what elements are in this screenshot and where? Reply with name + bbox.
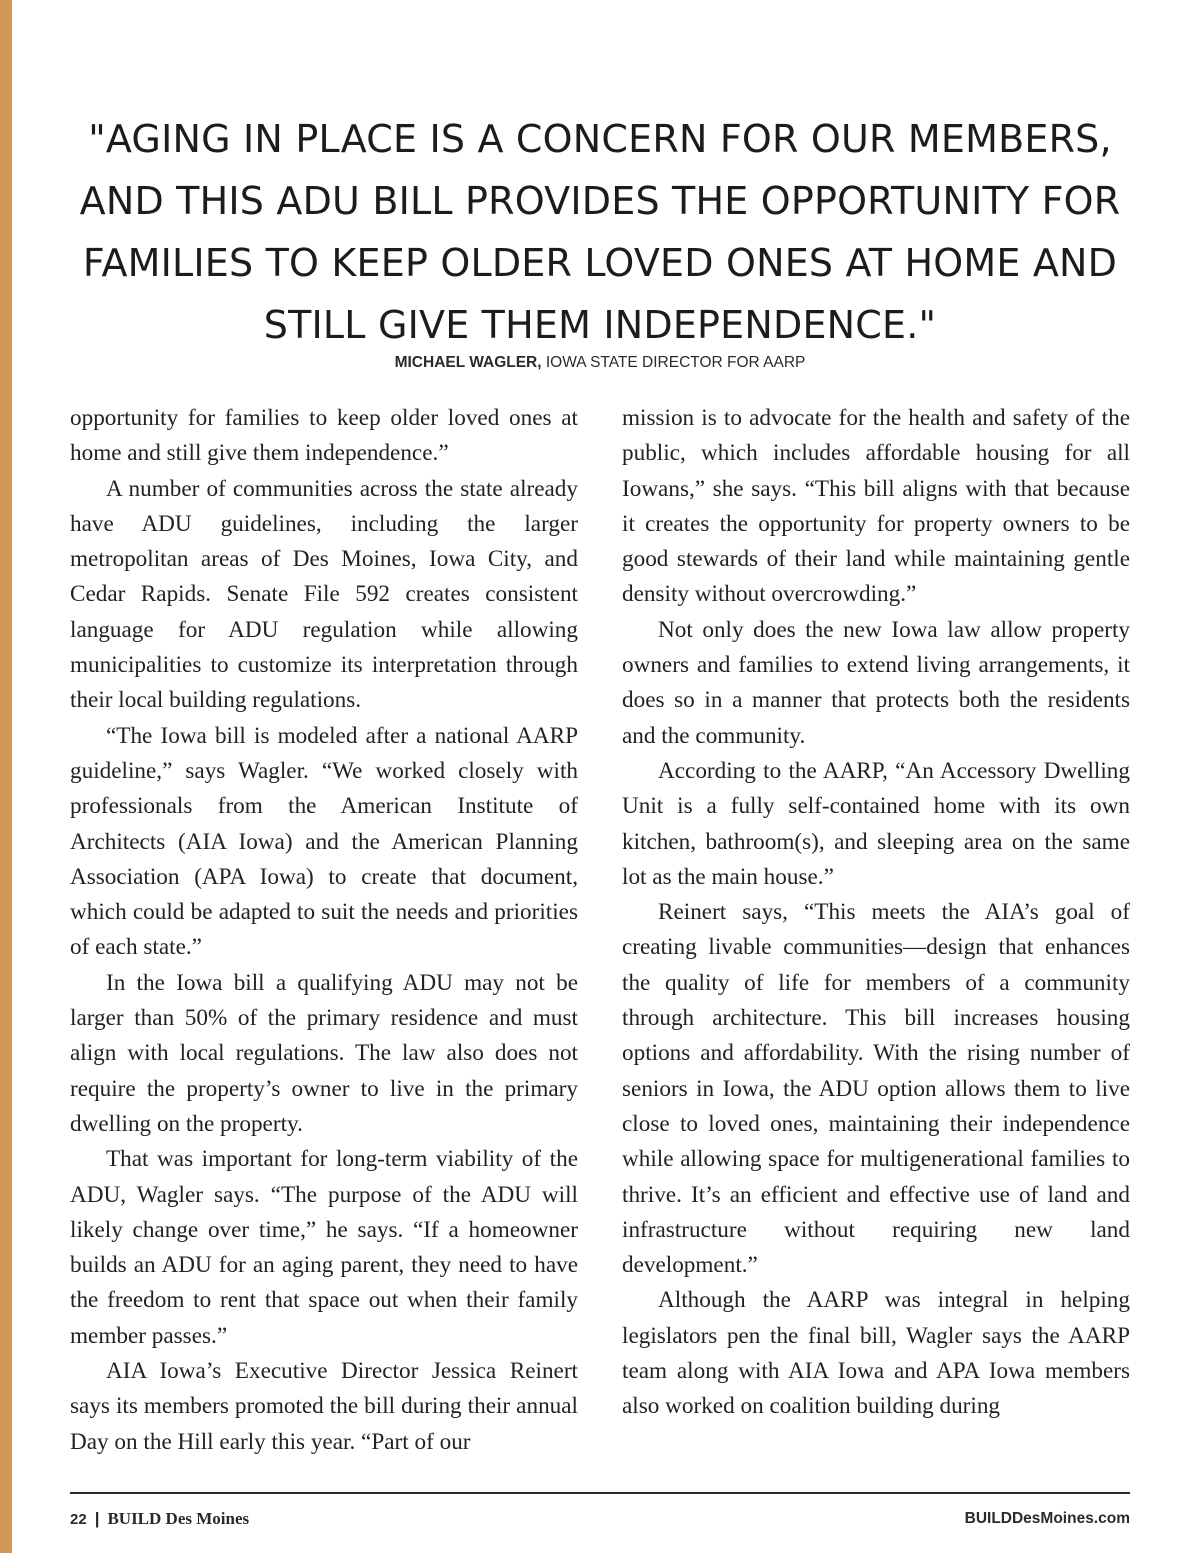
page-edge-accent-bar (0, 0, 12, 1553)
paragraph: Although the AARP was integral in helping legislators pen the final bill, Wagler says the AARP team along with AIA Iowa and APA Iowa members also worked on coalition building during (622, 1287, 1130, 1420)
pull-quote-attribution (70, 354, 1130, 372)
article-column-left (70, 401, 578, 1460)
paragraph: In the Iowa bill a qualifying ADU may not be larger than 50% of the primary residence and must align with local regulations. The law also does not require the property’s owner to live in the primary dwelling on the property. (70, 969, 578, 1137)
paragraph: mission is to advocate for the health and safety of the public, which includes affordable housing for all Iowans,” she says. “This bill aligns with that because it creates the opportunity for property owners to be good stewards of their land while maintaining gentle density without overcrowding.” (622, 405, 1130, 608)
paragraph: According to the AARP, “An Accessory Dwelling Unit is a fully self-contained home with its own kitchen, bathroom(s), and sleeping area on the same lot as the main house.” (622, 757, 1130, 890)
pull-quote (70, 108, 1130, 356)
article-column-right (622, 401, 1130, 1425)
page-number: 22 (70, 1511, 87, 1528)
attribution-name: MICHAEL WAGLER, (394, 354, 542, 371)
publication-name: BUILD Des Moines (107, 1509, 250, 1528)
paragraph: AIA Iowa’s Executive Director Jessica Reinert says its members promoted the bill during their annual Day on the Hill early this year. “Part of our (70, 1358, 578, 1455)
paragraph: Reinert says, “This meets the AIA’s goal of creating livable communities—design that enhances the quality of life for members of a community through architecture. This bill increases housing options and affordability. With the rising number of seniors in Iowa, the ADU option allows them to live close to loved ones, maintaining their independence while allowing space for multigenerational families to thrive. It’s an efficient and effective use of land and infrastructure without requiring new land development.” (622, 899, 1130, 1279)
footer-separator: | (94, 1509, 100, 1528)
paragraph: “The Iowa bill is modeled after a national AARP guideline,” says Wagler. “We worked closely with professionals from the American Institute of Architects (AIA Iowa) and the American Planning Association (APA Iowa) to create that document, which could be adapted to suit the needs and priorities of each state.” (70, 722, 578, 961)
pull-quote-line: FAMILIES TO KEEP OLDER LOVED ONES AT HOME AND (82, 241, 1118, 285)
paragraph: A number of communities across the state already have ADU guidelines, including the larger metropolitan areas of Des Moines, Iowa City, and Cedar Rapids. Senate File 592 creates consistent language for ADU regulation while allowing municipalities to customize its interpretation through their local building regulations. (70, 475, 578, 714)
paragraph: That was important for long-term viability of the ADU, Wagler says. “The purpose of the ADU will likely change over time,” he says. “If a homeowner builds an ADU for an aging parent, they need to have the freedom to rent that space out when their family member passes.” (70, 1146, 578, 1349)
pull-quote-line: STILL GIVE THEM INDEPENDENCE." (263, 303, 937, 347)
paragraph: opportunity for families to keep older loved ones at home and still give them independence.” (70, 405, 578, 467)
paragraph: Not only does the new Iowa law allow property owners and families to extend living arrangements, it does so in a manner that protects both the residents and the community. (622, 616, 1130, 749)
footer-website[interactable]: BUILDDesMoines.com (964, 1510, 1130, 1527)
footer-folio (70, 1509, 249, 1529)
footer-divider (70, 1492, 1130, 1494)
attribution-title: IOWA STATE DIRECTOR FOR AARP (545, 354, 806, 371)
pull-quote-line: "AGING IN PLACE IS A CONCERN FOR OUR MEMBERS, (88, 117, 1112, 161)
pull-quote-line: AND THIS ADU BILL PROVIDES THE OPPORTUNITY FOR (79, 179, 1121, 223)
